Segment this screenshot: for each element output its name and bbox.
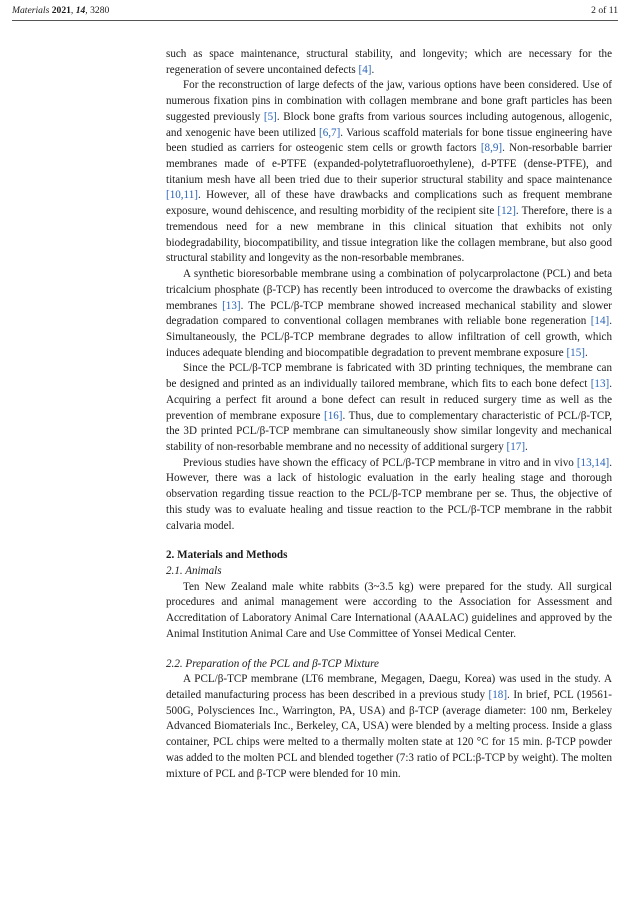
paragraph: A synthetic bioresorbable membrane using a combination of polycarprolactone (PCL) and beta tricalcium phosphate (β-TCP) has recently been introduced to overcome the drawbacks of existing membranes [13]. The PCL/β-TCP membrane showed increased mechanical stability and slower degradation compared to conventional collagen membranes with reliable bone regeneration [14]. Simultaneously, the PCL/β-TCP membrane degrades to allow infiltration of cell growth, which induces adequate blending and biocompatible degradation to prevent membrane exposure [15]. — [166, 268, 612, 359]
citation-link[interactable]: [15] — [566, 346, 585, 359]
citation-link[interactable]: [4] — [358, 63, 372, 76]
citation-link[interactable]: [13] — [590, 378, 610, 391]
article-body — [166, 47, 612, 782]
citation-link[interactable]: [10,11] — [166, 189, 198, 202]
running-header — [12, 5, 618, 19]
citation-link[interactable]: [17] — [506, 440, 526, 453]
paragraph: For the reconstruction of large defects of the jaw, various options have been considered. Use of numerous fixation pins in combination with collagen membrane and bone graft particles has been suggested previously [5]. Block bone grafts from various sources including autogenous, allogenic, and xenogenic have been utilized [6,7]. Various scaffold materials for bone tissue engineering have been studied as carriers for osteogenic stem cells or growth factors [8,9]. Non-resorbable barrier membranes made of e-PTFE (expanded-polytetrafluoroethylene), d-PTFE (dense-PTFE), and titanium mesh have all been tried due to their superior structural stability and space maintenance [10,11]. However, all of these have drawbacks and complications such as frequent membrane exposure, wound dehiscence, and resulting morbidity of the recipient site [12]. Therefore, there is a tremendous need for a new membrane in this clinical situation that exhibits not only biodegradability, biocompatibility, and tissue integration like the collagen membrane, but also good structural stability and longevity as the non-resorbable membranes. — [166, 79, 612, 265]
paragraph: Ten New Zealand male white rabbits (3~3.5 kg) were prepared for the study. All surgical procedures and animal management were according to the Association for Assessment and Accreditation of Laboratory Animal Care International (AAALAC) guidelines and approved by the Animal Institution Animal Care and Use Committee of Yonsei Medical Center. — [166, 580, 612, 640]
citation-link[interactable]: [12] — [497, 205, 516, 218]
citation-link[interactable]: [14] — [590, 315, 610, 328]
citation-link[interactable]: [13] — [222, 299, 241, 312]
section-heading: 2. Materials and Methods — [166, 549, 288, 562]
article-number: 3280 — [90, 5, 110, 16]
subsection-heading: 2.1. Animals — [166, 565, 222, 577]
journal-name: Materials — [12, 5, 50, 16]
paragraph: A PCL/β-TCP membrane (LT6 membrane, Megagen, Daegu, Korea) was used in the study. A detailed manufacturing process has been described in a previous study [18]. In brief, PCL (19561-500G, Polysciences Inc., Warrington, PA, USA) and β-TCP (average diameter: 100 nm, Berkeley Advanced Biomaterials Inc., Berkeley, CA, USA) were blended by a melting process. Inside a glass container, PCL chips were melted to a thermally molten state at 120 °C for 15 min. β-TCP powder was added to the molten PCL and blended together (7:3 ratio of PCL:β-TCP by weight). The molten mixture of PCL and β-TCP were blended for 10 min. — [166, 673, 612, 780]
citation-link[interactable]: [13,14] — [576, 456, 610, 469]
journal-volume: 14 — [75, 5, 86, 16]
citation-link[interactable]: [8,9] — [480, 142, 503, 155]
citation-link[interactable]: [18] — [488, 689, 508, 702]
paragraph: such as space maintenance, structural stability, and longevity; which are necessary for the regeneration of severe uncontained defects [4]. — [166, 48, 612, 76]
header-divider — [12, 20, 618, 21]
paragraph: Previous studies have shown the efficacy of PCL/β-TCP membrane in vitro and in vivo [13,14]. However, there was a lack of histologic evaluation in the early healing stage and thorough observation regarding tissue reaction to the PCL/β-TCP membrane per se. Thus, the objective of this study was to evaluate healing and tissue reaction to the PCL/β-TCP membrane in the rabbit calvaria model. — [166, 456, 612, 532]
subsection-heading: 2.2. Preparation of the PCL and β-TCP Mixture — [166, 657, 379, 670]
journal-citation: Materials 2021, 14, 3280 — [12, 5, 110, 16]
citation-link[interactable]: [6,7] — [319, 126, 341, 139]
page-number: 2 of 11 — [591, 5, 618, 16]
citation-link[interactable]: [5] — [263, 110, 277, 123]
citation-link[interactable]: [16] — [324, 409, 343, 422]
paragraph: Since the PCL/β-TCP membrane is fabricated with 3D printing techniques, the membrane can be designed and printed as an individually tailored membrane, which fits to each bone defect [13]. Acquiring a perfect fit around a bone defect can result in reduced surgery time as well as the prevention of membrane exposure [16]. Thus, due to complementary characteristic of PCL/β-TCP, the 3D printed PCL/β-TCP membrane can simultaneously show similar longevity and mechanical stability of non-resorbable membrane and no necessity of additional surgery [17]. — [166, 362, 612, 453]
journal-year: 2021 — [51, 5, 71, 16]
